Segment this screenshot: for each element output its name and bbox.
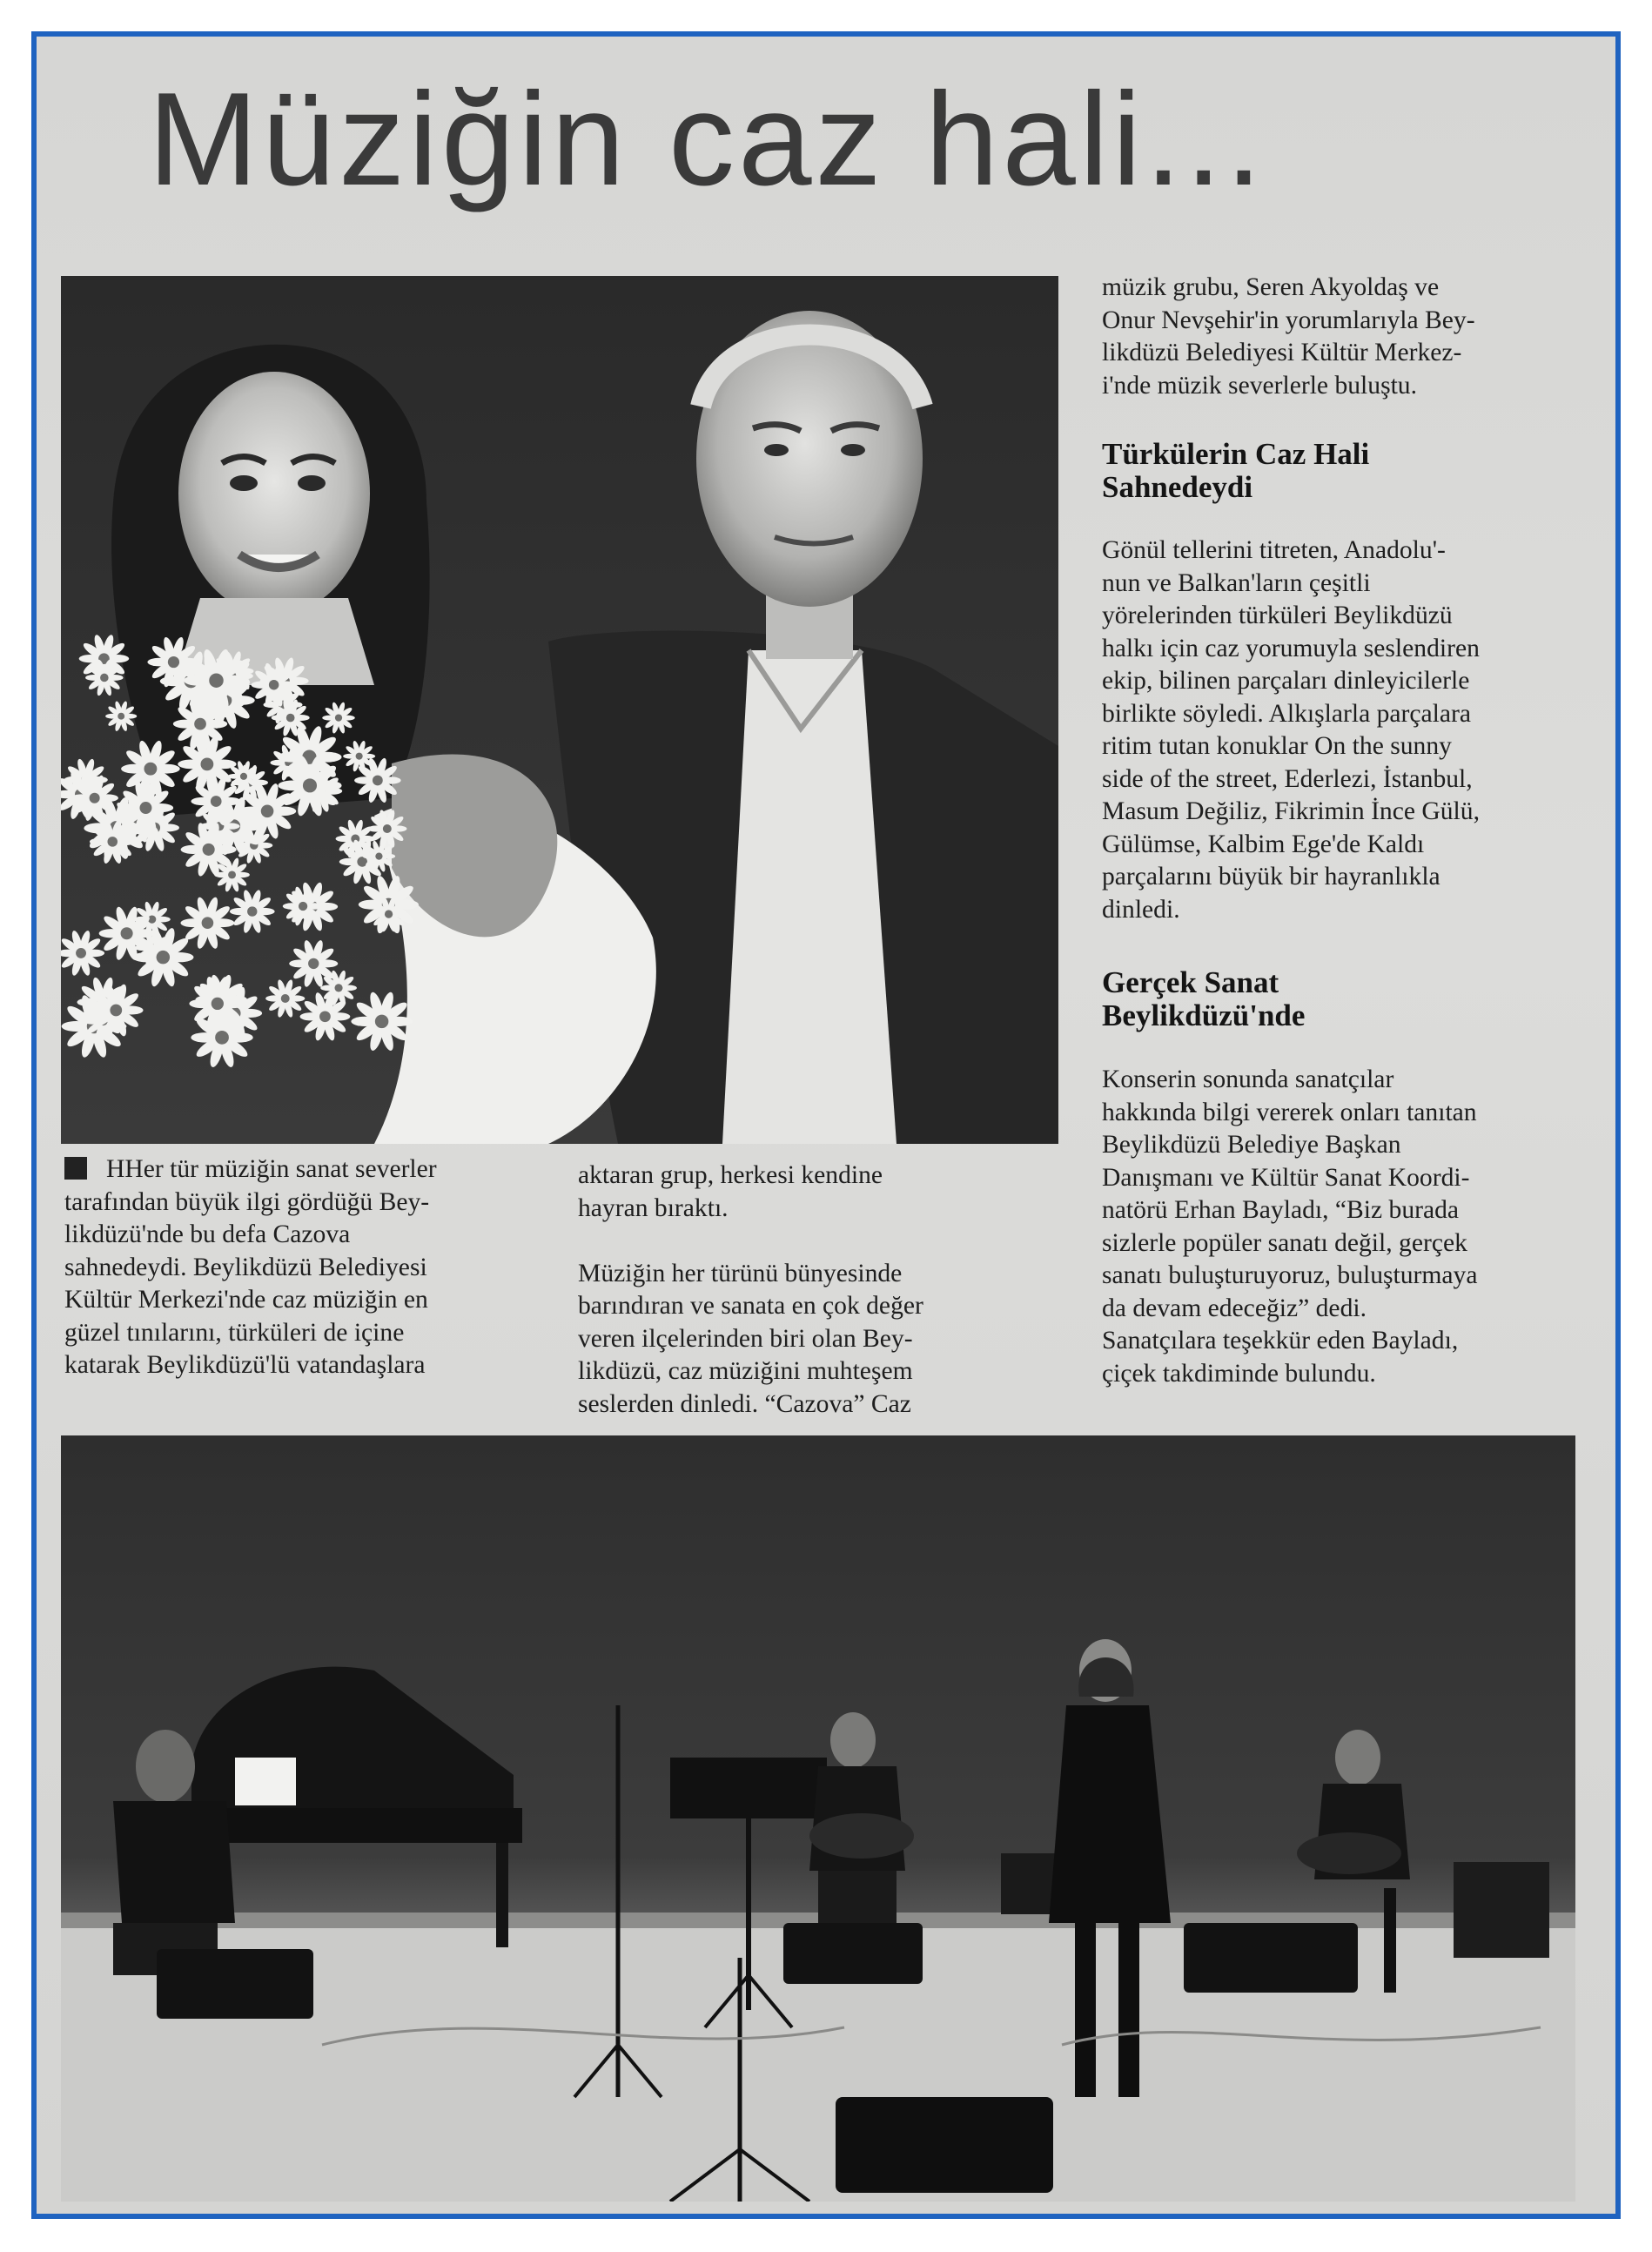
right-p2-line: ekip, bilinen parçaları dinleyicilerle [1102, 667, 1470, 695]
subhead-turkulerin [1102, 438, 1369, 504]
right-p1-line: likdüzü Belediyesi Kültür Merkez- [1102, 339, 1462, 366]
headline: Müziğin caz hali... [148, 65, 1266, 213]
intro-line-3: sahnedeydi. Beylikdüzü Belediyesi [64, 1253, 427, 1281]
right-column-mid [1102, 534, 1480, 926]
intro-line-4: Kültür Merkezi'nde caz müziğin en [64, 1286, 428, 1314]
right-p2-line: yörelerinden türküleri Beylikdüzü [1102, 602, 1453, 629]
right-column-bottom [1102, 1064, 1478, 1390]
right-p2-line: dinledi. [1102, 895, 1180, 924]
right-p3-line: Sanatçılara teşekkür eden Bayladı, [1102, 1327, 1459, 1355]
intro-line-5: güzel tınılarını, türküleri de içine [64, 1318, 405, 1347]
right-p2-line: parçalarını büyük bir hayranlıkla [1102, 863, 1440, 891]
right-p1-line: i'nde müzik severlerle buluştu. [1102, 371, 1418, 400]
right-p3-line: da devam edeceğiz” dedi. [1102, 1294, 1367, 1322]
paragraph-gap [578, 1225, 923, 1258]
right-p3-line: Danışmanı ve Kültür Sanat Koordi- [1102, 1163, 1470, 1192]
right-p2-line: Gönül tellerini titreten, Anadolu'- [1102, 536, 1446, 564]
intro-line-1: tarafından büyük ilgi gördüğü Bey- [64, 1187, 430, 1216]
right-p1-line: müzik grubu, Seren Akyoldaş ve [1102, 273, 1440, 301]
right-column-top [1102, 272, 1475, 402]
right-p2-line: birlikte söyledi. Alkışlarla parçalara [1102, 699, 1472, 728]
middle-column [578, 1160, 923, 1421]
intro-line-6: katarak Beylikdüzü'lü vatandaşlara [64, 1351, 426, 1379]
right-p3-line: çiçek takdiminde bulundu. [1102, 1359, 1376, 1388]
right-p3-line: Beylikdüzü Belediye Başkan [1102, 1131, 1401, 1159]
middle-p2-line: barındıran ve sanata en çok değer [578, 1292, 923, 1320]
right-p3-line: hakkında bilgi vererek onları tanıtan [1102, 1098, 1477, 1126]
right-p2-line: halkı için caz yorumuyla seslendiren [1102, 634, 1480, 662]
right-p3-line: sanatı buluşturuyoruz, buluşturmaya [1102, 1261, 1478, 1289]
top-photo-singer-and-man [61, 276, 1058, 1144]
right-p2-line: ritim tutan konuklar On the sunny [1102, 732, 1452, 760]
subhead-line: Gerçek Sanat [1102, 965, 1279, 999]
middle-p1-line: aktaran grup, herkesi kendine [578, 1161, 883, 1189]
right-p3-line: natörü Erhan Bayladı, “Biz burada [1102, 1196, 1460, 1224]
right-p3-line: sizlerle popüler sanatı değil, gerçek [1102, 1228, 1467, 1257]
subhead-line: Türkülerin Caz Hali [1102, 437, 1370, 471]
page-frame [31, 31, 1621, 2219]
right-p2-line: side of the street, Ederlezi, İstanbul, [1102, 764, 1473, 793]
subhead-line: Sahnedeydi [1102, 470, 1253, 504]
right-p2-line: Gülümse, Kalbim Ege'de Kaldı [1102, 830, 1425, 858]
bottom-photo-band-on-stage [61, 1435, 1575, 2202]
subhead-line: Beylikdüzü'nde [1102, 998, 1306, 1032]
right-p2-line: nun ve Balkan'ların çeşitli [1102, 568, 1371, 597]
middle-p2-line: seslerden dinledi. “Cazova” Caz [578, 1389, 911, 1418]
intro-column [64, 1153, 437, 1382]
intro-line-0: HHer tür müziğin sanat severler [64, 1153, 437, 1187]
right-p1-line: Onur Nevşehir'in yorumlarıyla Bey- [1102, 306, 1475, 334]
right-p2-line: Masum Değiliz, Fikrimin İnce Gülü, [1102, 797, 1480, 825]
right-p3-line: Konserin sonunda sanatçılar [1102, 1065, 1394, 1093]
middle-p1-line: hayran bıraktı. [578, 1193, 729, 1222]
middle-p2-line: veren ilçelerinden biri olan Bey- [578, 1324, 913, 1353]
bullet-square-icon [64, 1157, 87, 1180]
middle-p2-line: Müziğin her türünü bünyesinde [578, 1259, 903, 1287]
middle-p2-line: likdüzü, caz müziğini muhteşem [578, 1357, 913, 1385]
subhead-gercek-sanat [1102, 966, 1305, 1032]
intro-line-2: likdüzü'nde bu defa Cazova [64, 1220, 351, 1248]
